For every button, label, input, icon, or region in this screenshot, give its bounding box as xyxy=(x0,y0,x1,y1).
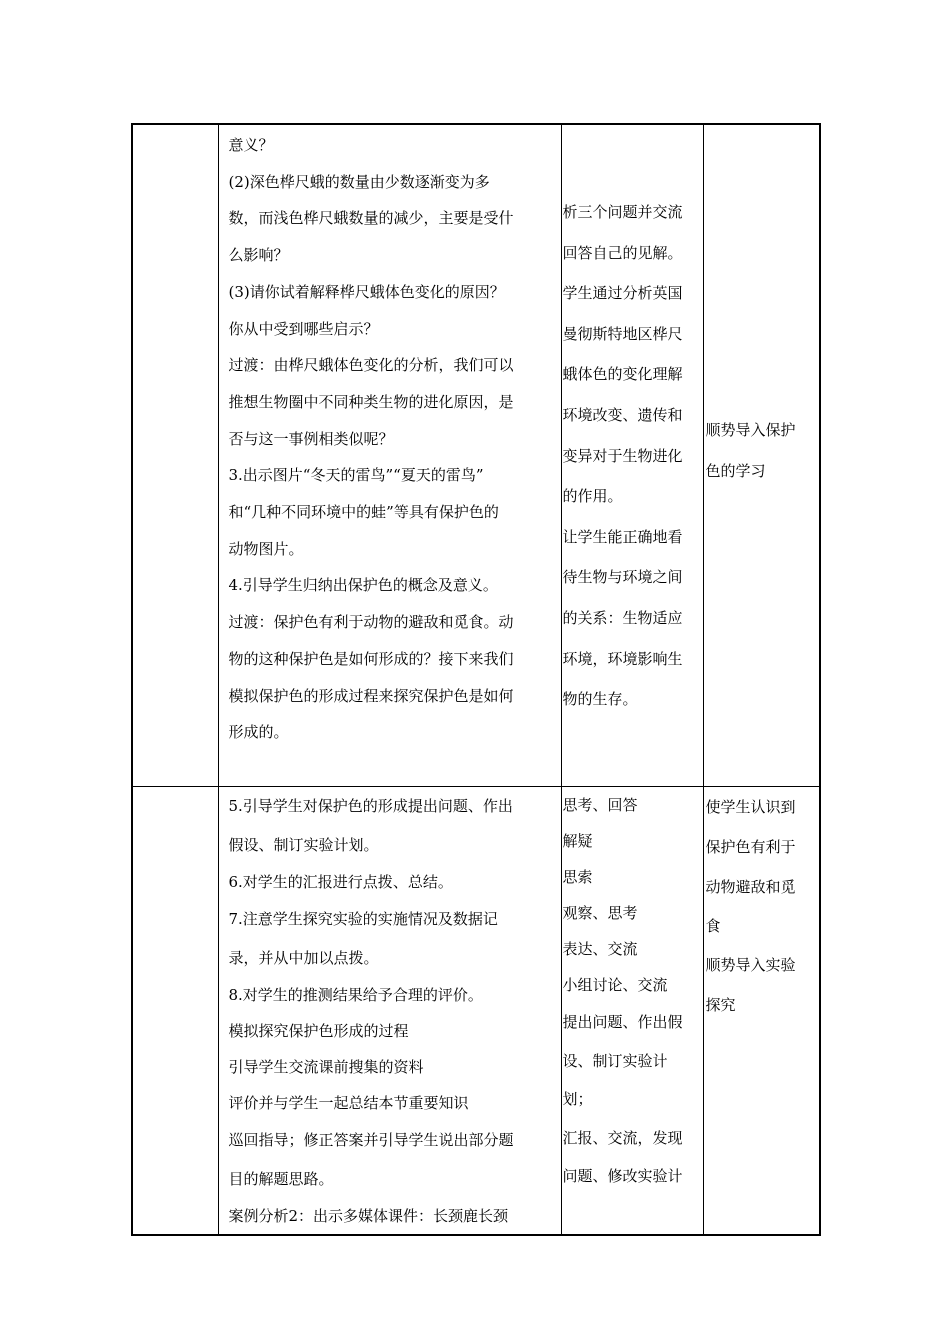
text-line: 待生物与环境之间 xyxy=(562,568,683,587)
text-line: 小组讨论、交流 xyxy=(562,976,668,994)
text-line: 曼彻斯特地区桦尺 xyxy=(562,324,683,343)
text-line: (3)请你试着解释桦尺蛾体色变化的原因？ xyxy=(228,282,505,301)
text-line: 3.出示图片“冬天的雷鸟”“夏天的雷鸟” xyxy=(228,466,484,485)
text-line: 顺势导入实验 xyxy=(705,956,796,974)
text-line: 巡回指导；修正答案并引导学生说出部分题 xyxy=(228,1131,514,1149)
text-line: 的关系：生物适应 xyxy=(562,608,683,627)
student-activity-cell xyxy=(561,787,703,1236)
design-intent-cell xyxy=(703,787,820,1236)
text-line: 的作用。 xyxy=(562,487,623,506)
text-line: 评价并与学生一起总结本节重要知识 xyxy=(228,1094,469,1112)
text-line: 析三个问题并交流 xyxy=(562,203,683,221)
student-activity-cell xyxy=(561,124,703,787)
text-line: 思考、回答 xyxy=(562,796,638,814)
text-line: 环境改变、遗传和 xyxy=(562,405,683,424)
text-line: 案例分析2：出示多媒体课件：长颈鹿长颈 xyxy=(228,1207,509,1225)
text-line: 思索 xyxy=(562,868,593,886)
text-line: (2)深色桦尺蛾的数量由少数逐渐变为多 xyxy=(228,172,490,191)
text-line: 数，而浅色桦尺蛾数量的减少，主要是受什 xyxy=(228,209,514,228)
text-line: 录，并从中加以点拨。 xyxy=(228,948,379,967)
text-line: 使学生认识到 xyxy=(705,798,796,816)
text-line: 引导学生交流课前搜集的资料 xyxy=(228,1058,424,1076)
text-line: 动物避敌和觅 xyxy=(705,878,796,896)
lesson-plan-table xyxy=(131,123,821,1236)
text-line: 意义？ xyxy=(228,136,274,154)
text-line: 动物图片。 xyxy=(228,539,304,558)
text-line: 环境，环境影响生 xyxy=(562,649,683,668)
text-line: 么影响？ xyxy=(228,246,289,265)
text-line: 顺势导入保护 xyxy=(705,421,796,439)
teacher-activity-cell xyxy=(218,787,561,1236)
text-line: 汇报、交流，发现 xyxy=(562,1128,683,1147)
text-line: 问题、修改实验计 xyxy=(562,1167,683,1185)
text-line: 让学生能正确地看 xyxy=(562,527,683,546)
text-line: 形成的。 xyxy=(228,723,289,742)
text-line: 表达、交流 xyxy=(562,940,638,958)
table-row xyxy=(132,787,820,1236)
text-line: 回答自己的见解。 xyxy=(562,243,683,262)
text-line: 食 xyxy=(705,917,721,935)
table-row xyxy=(132,124,820,787)
text-line: 探究 xyxy=(705,996,736,1014)
text-line: 模拟探究保护色形成的过程 xyxy=(228,1022,409,1040)
design-intent-cell xyxy=(703,124,820,787)
text-line: 学生通过分析英国 xyxy=(562,284,683,303)
text-line: 物的生存。 xyxy=(562,690,638,709)
text-line: 蛾体色的变化理解 xyxy=(562,365,683,384)
text-line: 目的解题思路。 xyxy=(228,1169,334,1188)
text-line: 你从中受到哪些启示？ xyxy=(228,319,379,338)
text-line: 保护色有利于 xyxy=(705,838,796,856)
text-line: 和“几种不同环境中的蛙”等具有保护色的 xyxy=(228,503,499,522)
text-line: 5.引导学生对保护色的形成提出问题、作出 xyxy=(228,797,513,815)
text-line: 过渡：由桦尺蛾体色变化的分析，我们可以 xyxy=(228,356,514,375)
teacher-activity-cell xyxy=(218,124,561,787)
text-line: 模拟保护色的形成过程来探究保护色是如何 xyxy=(228,686,514,705)
text-line: 7.注意学生探究实验的实施情况及数据记 xyxy=(228,910,498,928)
text-line: 划； xyxy=(562,1090,593,1108)
text-line: 解疑 xyxy=(562,832,593,850)
text-line: 提出问题、作出假 xyxy=(562,1013,683,1031)
text-line: 推想生物圈中不同种类生物的进化原因，是 xyxy=(228,392,514,411)
stage-cell xyxy=(132,124,218,787)
text-line: 4.引导学生归纳出保护色的概念及意义。 xyxy=(228,576,498,595)
text-line: 6.对学生的汇报进行点拨、总结。 xyxy=(228,873,453,891)
stage-cell xyxy=(132,787,218,1236)
text-line: 色的学习 xyxy=(705,461,766,480)
text-line: 设、制订实验计 xyxy=(562,1051,668,1070)
text-line: 假设、制订实验计划。 xyxy=(228,835,379,854)
text-line: 物的这种保护色是如何形成的？接下来我们 xyxy=(228,649,514,668)
text-line: 8.对学生的推测结果给予合理的评价。 xyxy=(228,986,483,1004)
text-line: 否与这一事例相类似呢？ xyxy=(228,429,394,448)
text-line: 变异对于生物进化 xyxy=(562,446,683,465)
text-line: 观察、思考 xyxy=(562,904,638,922)
text-line: 过渡：保护色有利于动物的避敌和觅食。动 xyxy=(228,613,514,632)
